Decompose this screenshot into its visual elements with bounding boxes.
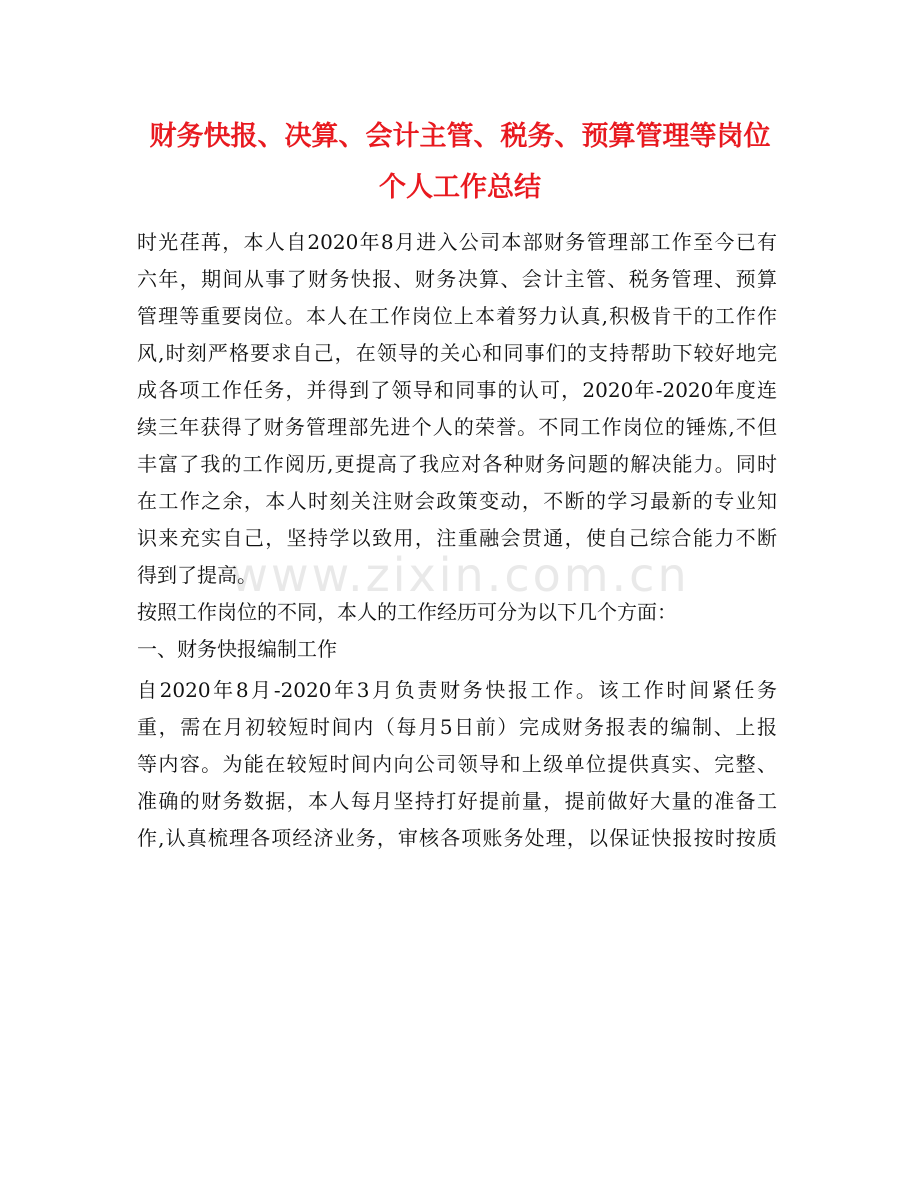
text-line: 重，需在月初较短时间内（每月5日前）完成财务报表的编制、上报 bbox=[137, 715, 777, 739]
paragraph-intro bbox=[137, 224, 777, 594]
text-line: 丰富了我的工作阅历,更提高了我应对各种财务问题的解决能力。同时 bbox=[137, 452, 777, 476]
text-line: 时光荏苒，本人自2020年8月进入公司本部财务管理部工作至今已有 bbox=[137, 230, 777, 254]
text-line: 续三年获得了财务管理部先进个人的荣誉。不同工作岗位的锤炼,不但 bbox=[137, 415, 777, 439]
text-line: 风,时刻严格要求自己，在领导的关心和同事们的支持帮助下较好地完 bbox=[137, 341, 777, 365]
text-line: 在工作之余，本人时刻关注财会政策变动，不断的学习最新的专业知 bbox=[137, 489, 777, 513]
text-line: 识来充实自己，坚持学以致用，注重融会贯通，使自己综合能力不断 bbox=[137, 526, 777, 550]
text-line: 自2020年8月-2020年3月负责财务快报工作。该工作时间紧任务 bbox=[137, 678, 777, 702]
document-title-line-2: 个人工作总结 bbox=[379, 172, 541, 203]
watermark: www.zixin.com.cn bbox=[230, 548, 690, 602]
text-line: 得到了提高。 bbox=[137, 563, 257, 587]
text-line: 管理等重要岗位。本人在工作岗位上本着努力认真,积极肯干的工作作 bbox=[137, 304, 777, 328]
document-title-line-1: 财务快报、决算、会计主管、税务、预算管理等岗位 bbox=[149, 121, 771, 152]
paragraph-overview: 按照工作岗位的不同，本人的工作经历可分为以下几个方面： bbox=[137, 600, 677, 624]
text-line: 六年，期间从事了财务快报、财务决算、会计主管、税务管理、预算 bbox=[137, 267, 777, 291]
text-line: 成各项工作任务，并得到了领导和同事的认可，2020年-2020年度连 bbox=[137, 378, 777, 402]
paragraph-section-1 bbox=[137, 672, 777, 857]
text-line: 等内容。为能在较短时间内向公司领导和上级单位提供真实、完整、 bbox=[137, 752, 777, 776]
text-line: 准确的财务数据，本人每月坚持打好提前量，提前做好大量的准备工 bbox=[137, 789, 777, 813]
text-line: 作,认真梳理各项经济业务，审核各项账务处理，以保证快报按时按质 bbox=[137, 826, 777, 850]
section-heading-1: 一、财务快报编制工作 bbox=[137, 637, 337, 661]
document-body bbox=[137, 224, 777, 857]
